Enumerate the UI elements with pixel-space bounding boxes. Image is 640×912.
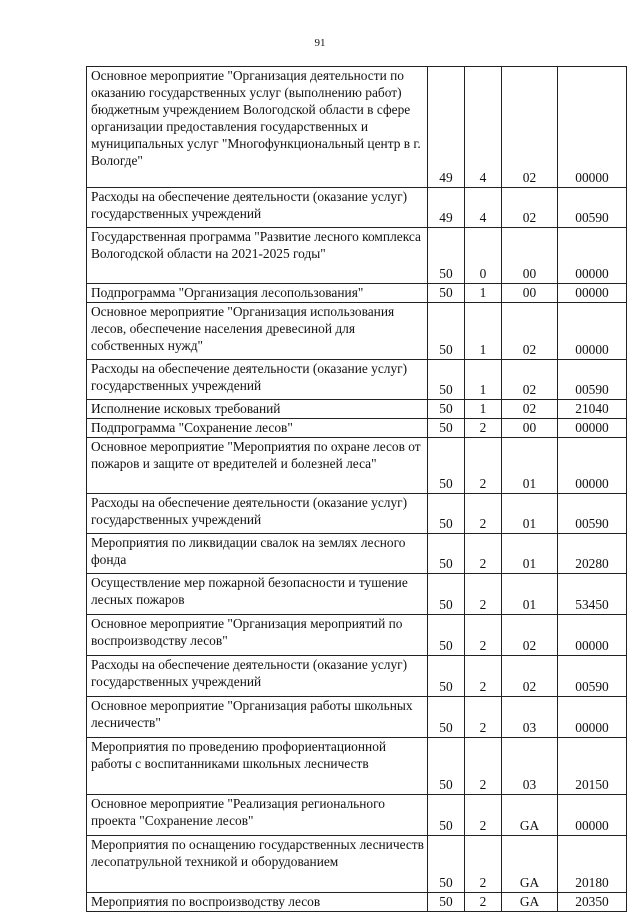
row-code-d: 00000 xyxy=(558,419,627,438)
row-code-d: 00590 xyxy=(558,188,627,228)
table-row xyxy=(87,419,627,438)
row-code-d: 00000 xyxy=(558,615,627,656)
table-row xyxy=(87,697,627,738)
row-code-b: 2 xyxy=(465,534,502,574)
row-code-d: 00590 xyxy=(558,494,627,534)
row-code-c: 01 xyxy=(502,574,558,615)
table-row xyxy=(87,438,627,494)
table-row xyxy=(87,893,627,912)
row-code-c: 03 xyxy=(502,738,558,795)
row-code-b: 2 xyxy=(465,836,502,893)
row-code-c: 03 xyxy=(502,697,558,738)
row-name: Подпрограмма "Сохранение лесов" xyxy=(87,419,428,438)
row-code-a: 50 xyxy=(428,795,465,836)
table-row xyxy=(87,656,627,697)
budget-table xyxy=(86,66,627,912)
row-name: Основное мероприятие "Организация деятельности по оказанию государственных услуг (выполнению работ) бюджетным учреждением Вологодской области в сфере организации предоставления государственных и муниципальных услуг "Многофункциональный центр в г. Вологде" xyxy=(87,67,428,188)
row-code-b: 2 xyxy=(465,795,502,836)
row-code-b: 2 xyxy=(465,697,502,738)
table-row xyxy=(87,67,627,188)
row-name: Мероприятия по воспроизводству лесов xyxy=(87,893,428,912)
row-name: Основное мероприятие "Организация мероприятий по воспроизводству лесов" xyxy=(87,615,428,656)
row-name: Основное мероприятие "Организация работы школьных лесничеств" xyxy=(87,697,428,738)
row-name: Основное мероприятие "Мероприятия по охране лесов от пожаров и защите от вредителей и болезней леса" xyxy=(87,438,428,494)
row-code-a: 50 xyxy=(428,574,465,615)
row-code-a: 50 xyxy=(428,360,465,400)
table-row xyxy=(87,494,627,534)
table-row xyxy=(87,615,627,656)
row-code-b: 2 xyxy=(465,419,502,438)
table-row xyxy=(87,795,627,836)
row-name: Расходы на обеспечение деятельности (оказание услуг) государственных учреждений xyxy=(87,188,428,228)
row-code-c: GA xyxy=(502,795,558,836)
table-row xyxy=(87,228,627,284)
row-code-b: 4 xyxy=(465,67,502,188)
table-row xyxy=(87,738,627,795)
row-name: Расходы на обеспечение деятельности (оказание услуг) государственных учреждений xyxy=(87,494,428,534)
row-name: Подпрограмма "Организация лесопользования" xyxy=(87,284,428,303)
row-code-a: 50 xyxy=(428,534,465,574)
row-code-b: 2 xyxy=(465,656,502,697)
row-code-d: 00590 xyxy=(558,656,627,697)
row-name: Исполнение исковых требований xyxy=(87,400,428,419)
row-code-a: 50 xyxy=(428,893,465,912)
row-code-b: 2 xyxy=(465,494,502,534)
row-name: Государственная программа "Развитие лесного комплекса Вологодской области на 2021-2025 годы" xyxy=(87,228,428,284)
row-code-d: 00000 xyxy=(558,795,627,836)
row-code-c: 02 xyxy=(502,360,558,400)
table-row xyxy=(87,303,627,360)
table-row xyxy=(87,284,627,303)
row-code-d: 53450 xyxy=(558,574,627,615)
row-code-a: 50 xyxy=(428,836,465,893)
row-code-d: 00000 xyxy=(558,228,627,284)
table-row xyxy=(87,188,627,228)
table-row xyxy=(87,400,627,419)
row-code-d: 20150 xyxy=(558,738,627,795)
row-code-b: 2 xyxy=(465,615,502,656)
row-code-a: 50 xyxy=(428,438,465,494)
row-code-b: 1 xyxy=(465,284,502,303)
table-row xyxy=(87,574,627,615)
row-code-a: 50 xyxy=(428,419,465,438)
row-code-b: 1 xyxy=(465,360,502,400)
row-name: Расходы на обеспечение деятельности (оказание услуг) государственных учреждений xyxy=(87,656,428,697)
row-code-c: GA xyxy=(502,836,558,893)
row-code-c: 00 xyxy=(502,284,558,303)
row-code-b: 2 xyxy=(465,438,502,494)
row-name: Мероприятия по проведению профориентационной работы с воспитанниками школьных лесничеств xyxy=(87,738,428,795)
row-code-c: 02 xyxy=(502,303,558,360)
row-name: Мероприятия по оснащению государственных лесничеств лесопатрульной техникой и оборудованием xyxy=(87,836,428,893)
row-code-d: 20280 xyxy=(558,534,627,574)
row-name: Основное мероприятие "Реализация регионального проекта "Сохранение лесов" xyxy=(87,795,428,836)
table-row xyxy=(87,534,627,574)
row-code-b: 1 xyxy=(465,400,502,419)
row-code-b: 2 xyxy=(465,893,502,912)
row-code-c: 02 xyxy=(502,400,558,419)
row-code-d: 00000 xyxy=(558,697,627,738)
row-code-c: GA xyxy=(502,893,558,912)
row-code-c: 01 xyxy=(502,438,558,494)
row-code-a: 50 xyxy=(428,615,465,656)
row-code-b: 2 xyxy=(465,738,502,795)
row-name: Осуществление мер пожарной безопасности и тушение лесных пожаров xyxy=(87,574,428,615)
row-code-d: 21040 xyxy=(558,400,627,419)
row-code-d: 00000 xyxy=(558,303,627,360)
row-code-b: 4 xyxy=(465,188,502,228)
row-code-a: 50 xyxy=(428,303,465,360)
row-code-a: 49 xyxy=(428,188,465,228)
row-code-c: 02 xyxy=(502,67,558,188)
row-code-a: 50 xyxy=(428,228,465,284)
row-name: Основное мероприятие "Организация использования лесов, обеспечение населения древесиной для собственных нужд" xyxy=(87,303,428,360)
row-code-d: 00000 xyxy=(558,438,627,494)
row-code-c: 01 xyxy=(502,494,558,534)
row-code-b: 2 xyxy=(465,574,502,615)
page-number: 91 xyxy=(314,37,326,49)
row-code-c: 00 xyxy=(502,228,558,284)
row-code-c: 01 xyxy=(502,534,558,574)
table-row xyxy=(87,360,627,400)
row-code-c: 00 xyxy=(502,419,558,438)
row-name: Мероприятия по ликвидации свалок на землях лесного фонда xyxy=(87,534,428,574)
row-code-c: 02 xyxy=(502,188,558,228)
row-code-b: 0 xyxy=(465,228,502,284)
row-code-c: 02 xyxy=(502,656,558,697)
row-code-a: 49 xyxy=(428,67,465,188)
row-code-a: 50 xyxy=(428,656,465,697)
row-code-d: 00000 xyxy=(558,67,627,188)
row-code-a: 50 xyxy=(428,738,465,795)
table-row xyxy=(87,836,627,893)
row-code-d: 00000 xyxy=(558,284,627,303)
row-code-a: 50 xyxy=(428,400,465,419)
row-code-d: 20180 xyxy=(558,836,627,893)
row-code-b: 1 xyxy=(465,303,502,360)
row-code-d: 00590 xyxy=(558,360,627,400)
row-code-c: 02 xyxy=(502,615,558,656)
row-code-a: 50 xyxy=(428,494,465,534)
row-code-a: 50 xyxy=(428,284,465,303)
row-code-d: 20350 xyxy=(558,893,627,912)
row-name: Расходы на обеспечение деятельности (оказание услуг) государственных учреждений xyxy=(87,360,428,400)
row-code-a: 50 xyxy=(428,697,465,738)
